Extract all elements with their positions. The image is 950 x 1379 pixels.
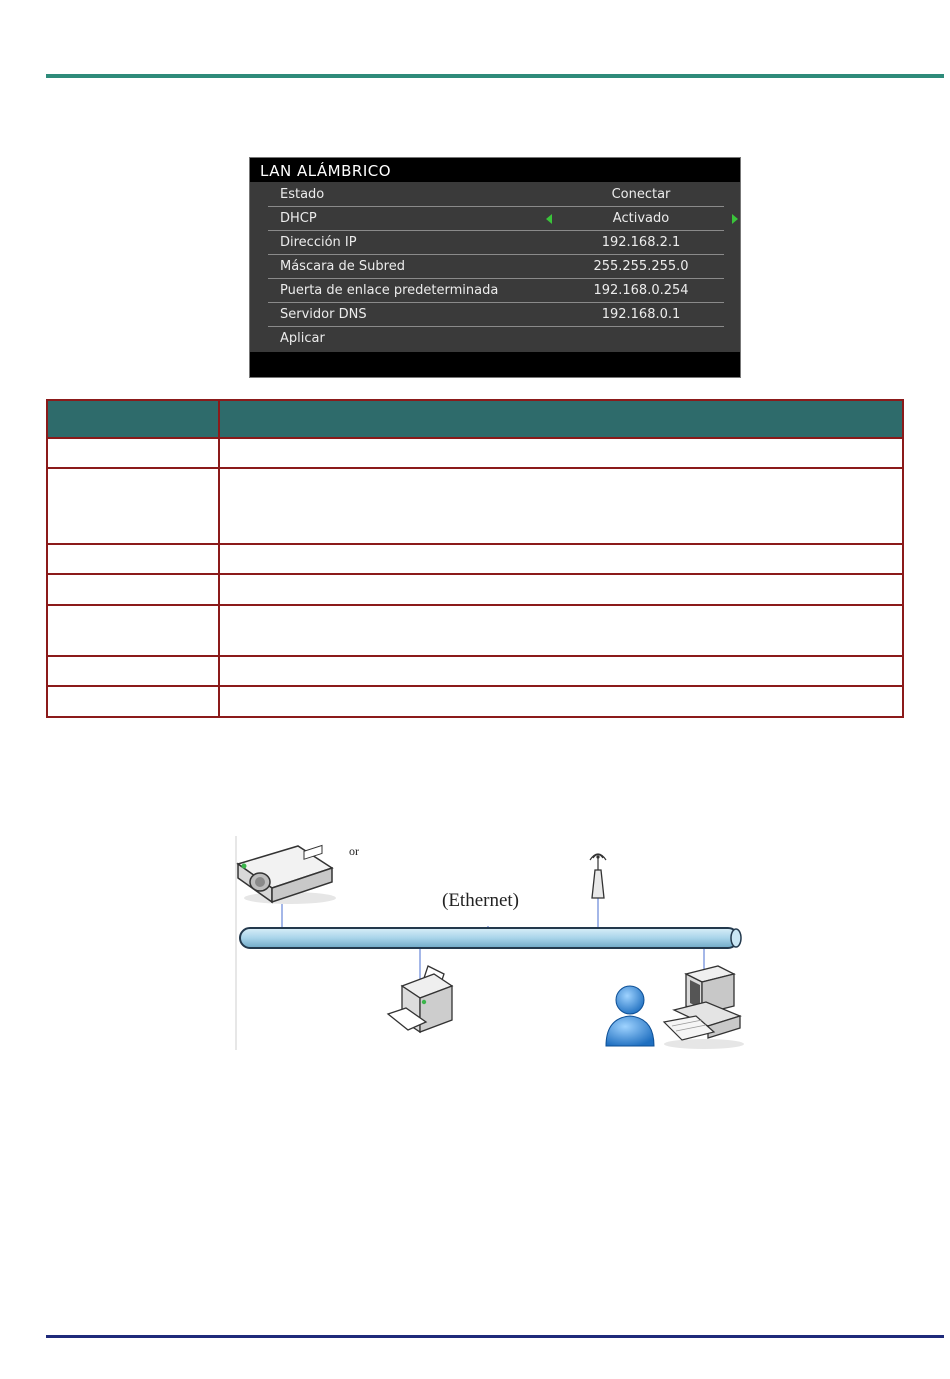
table-row <box>47 605 903 656</box>
projector-label: or <box>349 844 359 858</box>
projector-icon <box>238 845 336 904</box>
table-cell <box>47 544 219 574</box>
table-cell <box>219 656 903 686</box>
table-header-cell <box>219 400 903 438</box>
osd-row-label: Aplicar <box>280 331 325 346</box>
table-cell <box>219 468 903 544</box>
table-cell <box>219 605 903 656</box>
table-cell <box>47 656 219 686</box>
osd-row-label: DHCP <box>280 211 317 226</box>
table-cell <box>219 438 903 468</box>
computer-icon <box>664 966 744 1049</box>
osd-row-value: 255.255.255.0 <box>593 259 689 274</box>
osd-menu-body <box>250 182 740 352</box>
osd-row-value: Activado <box>612 211 670 226</box>
osd-row-label: Máscara de Subred <box>280 259 405 274</box>
table-cell <box>47 686 219 717</box>
osd-row-label: Dirección IP <box>280 235 357 250</box>
osd-row-dhcp[interactable] <box>268 206 724 231</box>
osd-row-label: Estado <box>280 187 325 202</box>
table-cell <box>47 468 219 544</box>
osd-row-label: Servidor DNS <box>280 307 367 322</box>
network-diagram <box>234 836 750 1050</box>
table-header-cell <box>47 400 219 438</box>
osd-row-value: Conectar <box>611 187 671 202</box>
table-cell <box>219 686 903 717</box>
ethernet-cable-icon <box>240 928 741 948</box>
table-cell <box>47 438 219 468</box>
osd-row-default-gateway[interactable] <box>268 278 724 303</box>
osd-row-ip-address[interactable] <box>268 230 724 255</box>
wired-lan-osd-menu <box>249 157 741 378</box>
table-cell <box>219 574 903 605</box>
arrow-left-icon[interactable] <box>546 214 552 224</box>
table-row <box>47 656 903 686</box>
footer-rule <box>46 1335 944 1338</box>
table-row <box>47 468 903 544</box>
arrow-right-icon[interactable] <box>732 214 738 224</box>
osd-row-value: 192.168.0.254 <box>593 283 689 298</box>
osd-row-label: Puerta de enlace predeterminada <box>280 283 499 298</box>
table-row <box>47 574 903 605</box>
ethernet-label: (Ethernet) <box>442 890 520 911</box>
header-rule <box>46 74 944 78</box>
osd-row-apply[interactable] <box>268 326 724 350</box>
table-cell <box>219 544 903 574</box>
description-table <box>46 399 904 718</box>
table-row <box>47 544 903 574</box>
osd-row-value: 192.168.0.1 <box>601 307 681 322</box>
osd-row-estado[interactable] <box>268 182 724 207</box>
table-row <box>47 438 903 468</box>
osd-row-value: 192.168.2.1 <box>601 235 681 250</box>
osd-row-dns-server[interactable] <box>268 302 724 327</box>
table-cell <box>47 574 219 605</box>
osd-menu-title: LAN ALÁMBRICO <box>260 162 392 180</box>
wireless-access-point-icon <box>590 854 606 898</box>
table-cell <box>47 605 219 656</box>
user-icon <box>606 986 654 1046</box>
osd-row-subnet-mask[interactable] <box>268 254 724 279</box>
table-row <box>47 686 903 717</box>
table-header-row <box>47 400 903 438</box>
